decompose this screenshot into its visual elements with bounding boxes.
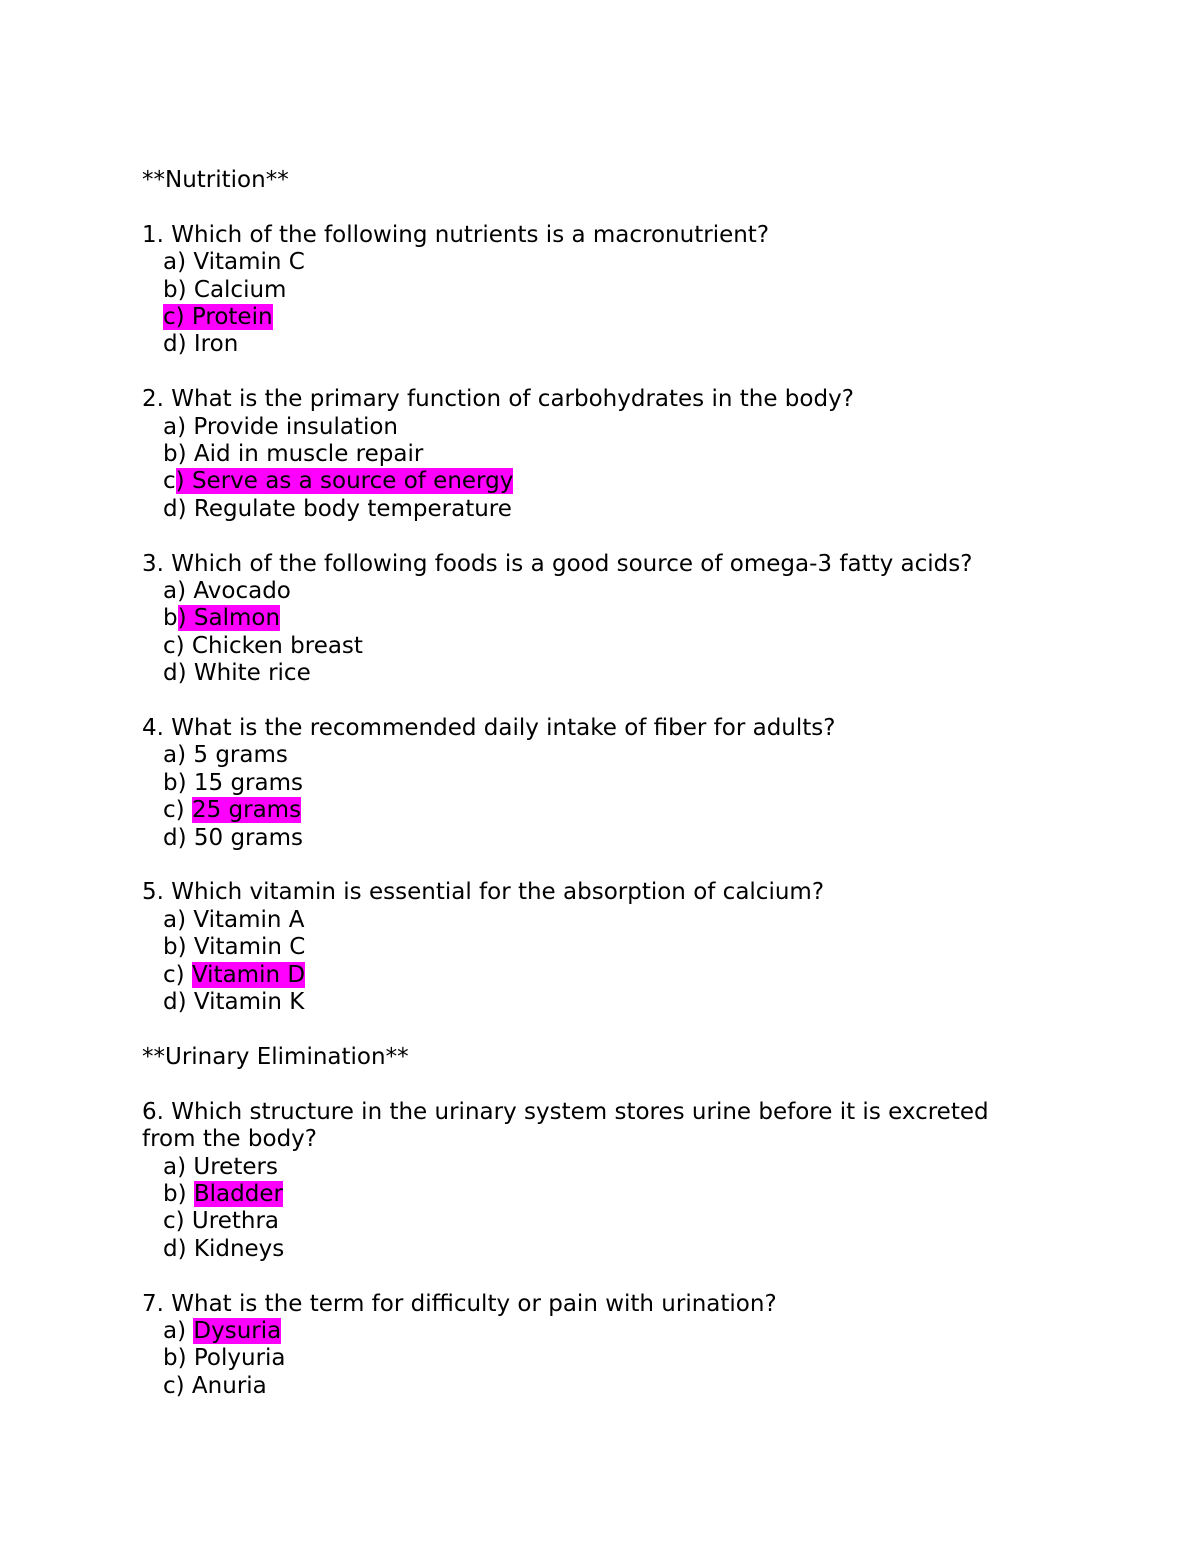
highlighted-answer: ) Serve as a source of energy [175,468,514,495]
option-a: a) Vitamin A [163,906,305,933]
option-d: d) Kidneys [163,1235,285,1262]
option-c [142,797,1042,824]
highlighted-answer: Bladder [193,1180,283,1207]
option-c [142,468,1042,495]
highlighted-answer: ) Salmon [177,605,281,632]
question-text: 4. What is the recommended daily intake of fiber for adults? [142,715,836,742]
question-5 [142,879,1042,1016]
option-c: c) Chicken breast [163,632,363,659]
option-prefix: c) [163,961,192,988]
question-text: 5. Which vitamin is essential for the absorption of calcium? [142,879,825,906]
question-7 [142,1291,1042,1401]
section-heading-nutrition: **Nutrition** [142,167,289,193]
option-a: a) Ureters [163,1153,278,1180]
blank-line [142,688,1042,715]
option-d: d) 50 grams [163,824,303,851]
option-d: d) Regulate body temperature [163,495,512,522]
option-prefix: a) [163,1317,194,1344]
option-c: c) Anuria [163,1372,267,1399]
option-d: d) Iron [163,331,239,358]
highlighted-answer: Dysuria [193,1317,282,1344]
blank-line [142,1071,1042,1098]
option-prefix: c [163,468,176,495]
option-b: b) 15 grams [163,769,303,796]
option-b: b) Vitamin C [163,934,306,961]
question-text: 7. What is the term for difficulty or pain with urination? [142,1290,777,1317]
section-heading-urinary-elimination: **Urinary Elimination** [142,1043,409,1070]
question-text: 6. Which structure in the urinary system stores urine before it is excreted from the body? [142,1098,989,1153]
option-prefix: c) [163,797,192,824]
question-1 [142,222,1042,359]
blank-line [142,523,1042,550]
highlighted-answer: Vitamin D [191,961,306,988]
option-b [142,605,1042,632]
blank-line [142,852,1042,879]
option-prefix: b [163,605,178,632]
option-a: a) Provide insulation [163,413,398,440]
option-c [142,304,1042,331]
highlighted-answer: 25 grams [191,797,302,824]
blank-line [142,1017,1042,1044]
option-a: a) 5 grams [163,742,288,769]
option-b [142,1181,1042,1208]
blank-line [142,359,1042,386]
document-body [142,167,1042,1400]
option-b: b) Polyuria [163,1345,286,1372]
question-2 [142,386,1042,523]
question-6 [142,1099,1042,1263]
option-c: c) Urethra [163,1208,280,1235]
question-text: 1. Which of the following nutrients is a macronutrient? [142,221,770,248]
option-a: a) Vitamin C [163,249,305,276]
question-3 [142,551,1042,688]
option-b: b) Calcium [163,276,287,303]
blank-line [142,194,1042,221]
option-b: b) Aid in muscle repair [163,441,424,468]
option-prefix: b) [163,1180,194,1207]
question-text: 3. Which of the following foods is a good source of omega-3 fatty acids? [142,550,973,577]
option-d: d) Vitamin K [163,989,305,1016]
blank-line [142,1263,1042,1290]
option-a: a) Avocado [163,578,291,605]
highlighted-answer: c) Protein [163,304,273,331]
question-4 [142,715,1042,852]
option-d: d) White rice [163,660,311,687]
option-c [142,962,1042,989]
option-a [142,1318,1042,1345]
question-text: 2. What is the primary function of carbohydrates in the body? [142,386,854,413]
